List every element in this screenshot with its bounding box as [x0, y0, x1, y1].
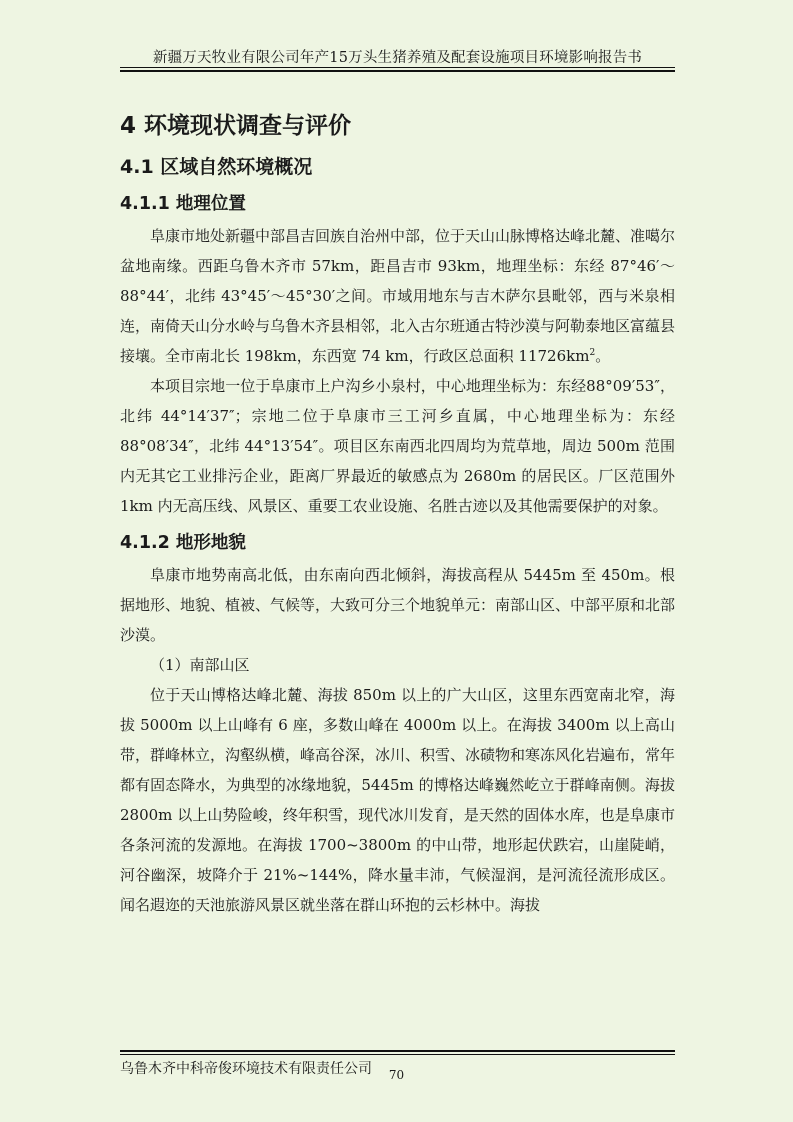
page-number: 70 — [388, 1068, 405, 1082]
section-title-4-1-2: 4.1.2 地形地貌 — [120, 533, 246, 553]
header-rule-thin — [120, 67, 675, 68]
paragraph-southern-mountains: 位于天山博格达峰北麓、海拔 850m 以上的广大山区，这里东西宽南北窄，海拔 5000m 以上山峰有 6 座，多数山峰在 4000m 以上。在海拔 3400m 以上高山带，群峰林立，沟壑纵横，峰高谷深，冰川、积雪、冰碛物和寒冻风化岩遍布，常年都有固态降水，为典型的冰缘地貌，5445m 的博格达峰巍然屹立于群峰南侧。海拔 2800m 以上山势险峻，终年积雪，现代冰川发育，是天然的固体水库，也是阜康市各条河流的发源地。在海拔 1700~3800m 的中山带，地形起伏跌宕，山崖陡峭，河谷幽深，坡降介于 21%~144%，降水量丰沛，气候湿润，是河流径流形成区。闻名遐迩的天池旅游风景区就坐落在群山环抱的云杉林中。海拔 — [120, 686, 676, 914]
footer-company: 乌鲁木齐中科帝俊环境技术有限责任公司 — [120, 1061, 372, 1077]
superscript: 2 — [589, 348, 596, 358]
page-body — [120, 108, 675, 920]
header-rule-thick — [120, 70, 675, 72]
running-header: 新疆万天牧业有限公司年产15万头生猪养殖及配套设施项目环境影响报告书 — [152, 50, 643, 66]
section-title-4-1-1: 4.1.1 地理位置 — [120, 194, 246, 214]
paragraph-end: 。 — [595, 347, 611, 365]
chapter-title: 4 环境现状调查与评价 — [120, 113, 352, 139]
paragraph-location-overview — [120, 221, 675, 371]
footer-rule-thin — [120, 1054, 675, 1055]
paragraph-terrain-overview: 阜康市地势南高北低，由东南向西北倾斜，海拔高程从 5445m 至 450m。根据地形、地貌、植被、气候等，大致可分三个地貌单元：南部山区、中部平原和北部沙漠。 — [120, 566, 676, 644]
section-title-4-1: 4.1 区域自然环境概况 — [120, 156, 313, 178]
footer-rule-thick — [120, 1050, 675, 1052]
paragraph-text: 阜康市地处新疆中部昌吉回族自治州中部，位于天山山脉博格达峰北麓、准噶尔盆地南缘。西距乌鲁木齐市 57km，距昌吉市 93km，地理坐标：东经 87°46′～88°44′，北纬 43°45′～45°30′之间。市域用地东与吉木萨尔县毗邻，西与米泉相连，南倚天山分水岭与乌鲁木齐县相邻，北入古尔班通古特沙漠与阿勒泰地区富蕴县接壤。全市南北长 198km，东西宽 74 km，行政区总面积 11726km — [120, 227, 676, 365]
paragraph-project-site: 本项目宗地一位于阜康市上户沟乡小泉村，中心地理坐标为：东经88°09′53″，北纬 44°14′37″；宗地二位于阜康市三工河乡直属，中心地理坐标为：东经 88°08′34″，北纬 44°13′54″。项目区东南西北四周均为荒草地，周边 500m 范围内无其它工业排污企业，距离厂界最近的敏感点为 2680m 的居民区。厂区范围外 1km 内无高压线、风景区、重要工农业设施、名胜古迹以及其他需要保护的对象。 — [120, 377, 675, 515]
subitem-southern-mountains: （1）南部山区 — [150, 656, 250, 674]
